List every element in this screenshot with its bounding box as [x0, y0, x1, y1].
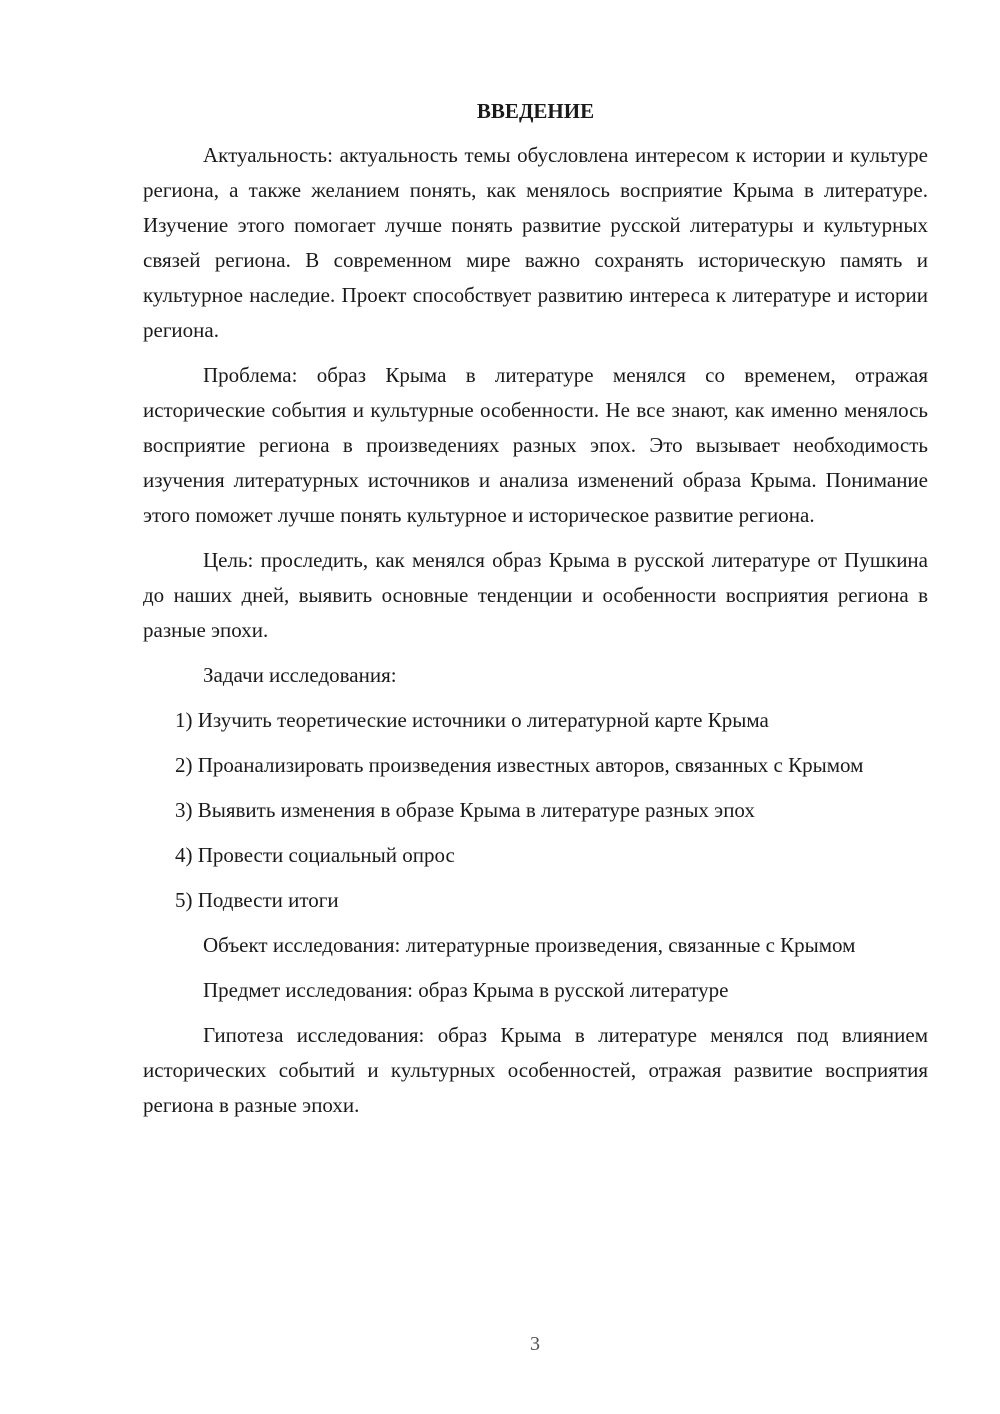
task-item: 1) Изучить теоретические источники о литературной карте Крыма: [175, 708, 769, 732]
paragraph-object: Объект исследования: литературные произведения, связанные с Крымом: [203, 933, 856, 957]
task-item: 5) Подвести итоги: [175, 888, 339, 912]
paragraph-relevance: Актуальность: актуальность темы обусловлена интересом к истории и культуре региона, а также желанием понять, как менялось восприятие Крыма в литературе. Изучение этого помогает лучше понять развитие русской литературы и культурных связей региона. В современном мире важно сохранять историческую память и культурное наследие. Проект способствует развитию интереса к литературе и истории региона.: [143, 143, 928, 342]
tasks-heading: Задачи исследования:: [203, 663, 397, 687]
task-item: 2) Проанализировать произведения известных авторов, связанных с Крымом: [175, 753, 864, 777]
paragraph-hypothesis: Гипотеза исследования: образ Крыма в литературе менялся под влиянием исторических событий и культурных особенностей, отражая развитие восприятия региона в разные эпохи.: [143, 1023, 928, 1117]
paragraph-goal: Цель: проследить, как менялся образ Крыма в русской литературе от Пушкина до наших дней, выявить основные тенденции и особенности восприятия региона в разные эпохи.: [143, 548, 928, 642]
task-item: 3) Выявить изменения в образе Крыма в литературе разных эпох: [175, 798, 755, 822]
task-item: 4) Провести социальный опрос: [175, 843, 455, 867]
page-number: 3: [530, 1333, 540, 1355]
document-title: ВВЕДЕНИЕ: [476, 99, 595, 123]
paragraph-subject: Предмет исследования: образ Крыма в русской литературе: [203, 978, 729, 1002]
document-body: [143, 92, 928, 1133]
paragraph-problem: Проблема: образ Крыма в литературе менялся со временем, отражая исторические события и культурные особенности. Не все знают, как именно менялось восприятие региона в произведениях разных эпох. Это вызывает необходимость изучения литературных источников и анализа изменений образа Крыма. Понимание этого поможет лучше понять культурное и историческое развитие региона.: [143, 363, 928, 527]
